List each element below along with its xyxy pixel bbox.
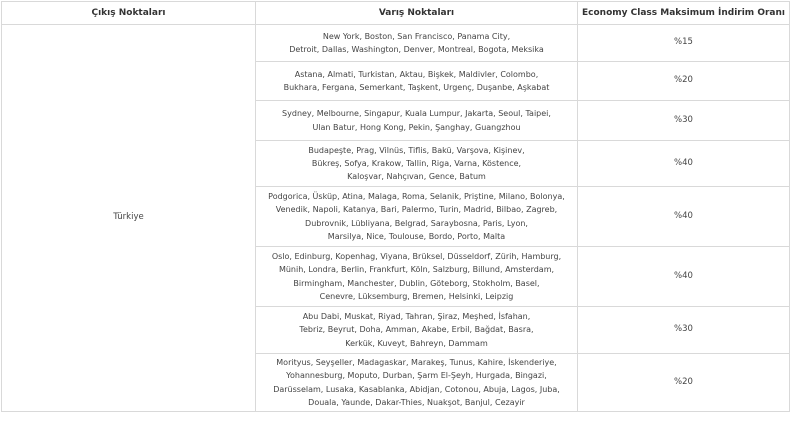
destination-line: Tebriz, Beyrut, Doha, Amman, Akabe, Erbil, Bağdat, Basra, xyxy=(299,325,534,335)
destination-line: Venedik, Napoli, Katanya, Bari, Palermo, Turin, Madrid, Bilbao, Zagreb, xyxy=(275,205,558,215)
destination-line: Bukhara, Fergana, Semerkant, Taşkent, Urgenç, Duşanbe, Aşkabat xyxy=(283,83,550,92)
destination-cell xyxy=(256,307,578,354)
rate-cell: %40 xyxy=(578,247,790,307)
destination-cell xyxy=(256,354,578,412)
table-row xyxy=(2,25,790,62)
destination-line: Bükreş, Sofya, Krakow, Tallin, Riga, Varna, Köstence, xyxy=(311,158,522,168)
destination-cell xyxy=(256,187,578,247)
header-destination: Varış Noktaları xyxy=(256,2,578,25)
rate-cell: %40 xyxy=(578,141,790,187)
destination-cell xyxy=(256,25,578,62)
destination-line: Sydney, Melbourne, Singapur, Kuala Lumpur, Jakarta, Seoul, Taipei, xyxy=(282,109,551,119)
destination-line: Astana, Almati, Turkistan, Aktau, Bişkek, Maldivler, Colombo, xyxy=(294,69,539,79)
table-header xyxy=(2,2,790,25)
destination-line: Ulan Batur, Hong Kong, Pekin, Şanghay, Guangzhou xyxy=(312,122,521,132)
destination-line: Detroit, Dallas, Washington, Denver, Montreal, Bogota, Meksika xyxy=(289,45,544,54)
destination-line: Kaloşvar, Nahçıvan, Gence, Batum xyxy=(347,172,486,182)
destination-line: New York, Boston, San Francisco, Panama City, xyxy=(322,31,511,41)
discount-table xyxy=(1,1,790,412)
rate-cell: %40 xyxy=(578,187,790,247)
destination-line: Abu Dabi, Muskat, Riyad, Tahran, Şiraz, Meşhed, İsfahan, xyxy=(302,312,531,322)
destination-cell xyxy=(256,247,578,307)
destination-line: Birmingham, Manchester, Dublin, Göteborg, Stokholm, Basel, xyxy=(293,278,540,288)
destination-line: Oslo, Edinburg, Kopenhag, Viyana, Brüksel, Düsseldorf, Zürih, Hamburg, xyxy=(271,252,562,262)
destination-line: Dubrovnik, Lübliyana, Belgrad, Saraybosna, Paris, Lyon, xyxy=(305,218,528,228)
header-origin: Çıkış Noktaları xyxy=(2,2,256,25)
destination-line: Yohannesburg, Moputo, Durban, Şarm El-Şeyh, Hurgada, Bingazi, xyxy=(286,371,547,381)
destination-cell xyxy=(256,62,578,101)
destination-cell xyxy=(256,141,578,187)
table-body xyxy=(2,25,790,412)
destination-line: Münih, Londra, Berlin, Frankfurt, Köln, Salzburg, Billund, Amsterdam, xyxy=(278,265,555,275)
destination-line: Marsilya, Nice, Toulouse, Bordo, Porto, Malta xyxy=(327,231,506,241)
destination-line: Kerkük, Kuveyt, Bahreyn, Dammam xyxy=(345,338,488,348)
rate-cell: %30 xyxy=(578,101,790,141)
header-row xyxy=(2,2,790,25)
rate-cell: %20 xyxy=(578,354,790,412)
destination-cell xyxy=(256,101,578,141)
rate-cell: %30 xyxy=(578,307,790,354)
rate-cell: %20 xyxy=(578,62,790,101)
destination-line: Darüsselam, Lusaka, Kasablanka, Abidjan, Cotonou, Abuja, Lagos, Juba, xyxy=(273,384,560,394)
destination-line: Morityus, Seyşeller, Madagaskar, Marakeş, Tunus, Kahire, İskenderiye, xyxy=(276,358,557,368)
destination-line: Budapeşte, Prag, Vilnüs, Tiflis, Bakü, Varşova, Kişinev, xyxy=(308,145,525,155)
origin-cell: Türkiye xyxy=(2,25,256,412)
destination-line: Douala, Yaunde, Dakar-Thies, Nuakşot, Banjul, Cezayir xyxy=(308,397,525,407)
header-rate: Economy Class Maksimum İndirim Oranı xyxy=(578,2,790,25)
destination-line: Cenevre, Lüksemburg, Bremen, Helsinki, Leipzig xyxy=(319,291,514,301)
destination-line: Podgorica, Üsküp, Atina, Malaga, Roma, Selanik, Priştine, Milano, Bolonya, xyxy=(268,192,565,202)
rate-cell: %15 xyxy=(578,25,790,62)
